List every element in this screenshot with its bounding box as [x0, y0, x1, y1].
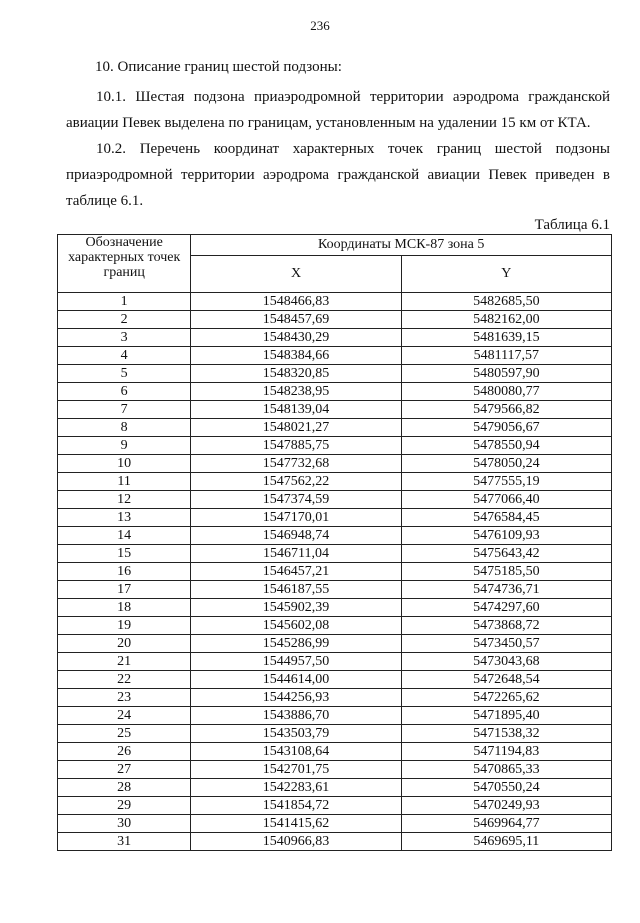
cell-x-coordinate: 1544957,50 — [191, 653, 401, 671]
cell-y-coordinate: 5481117,57 — [401, 347, 611, 365]
cell-y-coordinate: 5480080,77 — [401, 383, 611, 401]
cell-y-coordinate: 5478550,94 — [401, 437, 611, 455]
table-row — [58, 617, 612, 635]
cell-point-number: 17 — [58, 581, 191, 599]
cell-point-number: 21 — [58, 653, 191, 671]
table-row — [58, 581, 612, 599]
cell-y-coordinate: 5479056,67 — [401, 419, 611, 437]
cell-point-number: 12 — [58, 491, 191, 509]
cell-point-number: 1 — [58, 293, 191, 311]
cell-point-number: 23 — [58, 689, 191, 707]
paragraph-10-1: 10.1. Шестая подзона приаэродромной территории аэродрома гражданской авиации Певек выделена по границам, установленным на удалении 15 км от КТА. — [66, 89, 610, 131]
table-row — [58, 329, 612, 347]
table-row — [58, 725, 612, 743]
cell-y-coordinate: 5471538,32 — [401, 725, 611, 743]
cell-point-number: 22 — [58, 671, 191, 689]
cell-y-coordinate: 5481639,15 — [401, 329, 611, 347]
paragraph-10-2: 10.2. Перечень координат характерных точек границ шестой подзоны приаэродромной территории аэродрома гражданской авиации Певек приведен в таблице 6.1. — [66, 141, 610, 209]
cell-point-number: 25 — [58, 725, 191, 743]
cell-x-coordinate: 1548384,66 — [191, 347, 401, 365]
cell-x-coordinate: 1548466,83 — [191, 293, 401, 311]
table-row — [58, 365, 612, 383]
cell-x-coordinate: 1545902,39 — [191, 599, 401, 617]
cell-point-number: 29 — [58, 797, 191, 815]
cell-point-number: 30 — [58, 815, 191, 833]
cell-x-coordinate: 1542701,75 — [191, 761, 401, 779]
cell-x-coordinate: 1547170,01 — [191, 509, 401, 527]
cell-point-number: 6 — [58, 383, 191, 401]
cell-x-coordinate: 1547562,22 — [191, 473, 401, 491]
cell-point-number: 26 — [58, 743, 191, 761]
cell-x-coordinate: 1547732,68 — [191, 455, 401, 473]
table-row — [58, 653, 612, 671]
cell-point-number: 31 — [58, 833, 191, 851]
table-caption: Таблица 6.1 — [534, 217, 610, 233]
table-row — [58, 689, 612, 707]
table-row — [58, 599, 612, 617]
cell-point-number: 3 — [58, 329, 191, 347]
cell-y-coordinate: 5470249,93 — [401, 797, 611, 815]
section-heading: 10. Описание границ шестой подзоны: — [95, 59, 342, 75]
table-row — [58, 311, 612, 329]
cell-point-number: 27 — [58, 761, 191, 779]
page-number: 236 — [310, 18, 330, 33]
cell-y-coordinate: 5476584,45 — [401, 509, 611, 527]
cell-point-number: 14 — [58, 527, 191, 545]
cell-y-coordinate: 5478050,24 — [401, 455, 611, 473]
cell-y-coordinate: 5474297,60 — [401, 599, 611, 617]
cell-x-coordinate: 1546948,74 — [191, 527, 401, 545]
table-row — [58, 347, 612, 365]
cell-y-coordinate: 5473043,68 — [401, 653, 611, 671]
cell-y-coordinate: 5472648,54 — [401, 671, 611, 689]
table-row — [58, 419, 612, 437]
cell-x-coordinate: 1546457,21 — [191, 563, 401, 581]
cell-x-coordinate: 1543503,79 — [191, 725, 401, 743]
cell-y-coordinate: 5479566,82 — [401, 401, 611, 419]
table-row — [58, 545, 612, 563]
table-row — [58, 401, 612, 419]
cell-x-coordinate: 1547374,59 — [191, 491, 401, 509]
cell-x-coordinate: 1541415,62 — [191, 815, 401, 833]
cell-point-number: 15 — [58, 545, 191, 563]
cell-x-coordinate: 1548139,04 — [191, 401, 401, 419]
table-row — [58, 743, 612, 761]
table-row — [58, 707, 612, 725]
cell-point-number: 5 — [58, 365, 191, 383]
table-row — [58, 833, 612, 851]
cell-point-number: 4 — [58, 347, 191, 365]
cell-point-number: 2 — [58, 311, 191, 329]
cell-x-coordinate: 1544256,93 — [191, 689, 401, 707]
cell-x-coordinate: 1546711,04 — [191, 545, 401, 563]
cell-y-coordinate: 5475643,42 — [401, 545, 611, 563]
cell-y-coordinate: 5476109,93 — [401, 527, 611, 545]
cell-point-number: 18 — [58, 599, 191, 617]
cell-x-coordinate: 1544614,00 — [191, 671, 401, 689]
table-row — [58, 455, 612, 473]
cell-x-coordinate: 1545286,99 — [191, 635, 401, 653]
table-row — [58, 761, 612, 779]
cell-y-coordinate: 5469964,77 — [401, 815, 611, 833]
cell-point-number: 7 — [58, 401, 191, 419]
cell-y-coordinate: 5480597,90 — [401, 365, 611, 383]
table-row — [58, 491, 612, 509]
cell-y-coordinate: 5469695,11 — [401, 833, 611, 851]
cell-point-number: 24 — [58, 707, 191, 725]
cell-x-coordinate: 1548238,95 — [191, 383, 401, 401]
table-body — [58, 293, 612, 851]
cell-y-coordinate: 5472265,62 — [401, 689, 611, 707]
cell-x-coordinate: 1546187,55 — [191, 581, 401, 599]
cell-x-coordinate: 1548430,29 — [191, 329, 401, 347]
cell-y-coordinate: 5471895,40 — [401, 707, 611, 725]
cell-x-coordinate: 1542283,61 — [191, 779, 401, 797]
table-row — [58, 563, 612, 581]
table-row — [58, 797, 612, 815]
cell-point-number: 13 — [58, 509, 191, 527]
cell-x-coordinate: 1545602,08 — [191, 617, 401, 635]
coordinates-table — [57, 234, 612, 851]
cell-y-coordinate: 5477066,40 — [401, 491, 611, 509]
cell-y-coordinate: 5477555,19 — [401, 473, 611, 491]
table-row — [58, 437, 612, 455]
cell-y-coordinate: 5473450,57 — [401, 635, 611, 653]
table-row — [58, 779, 612, 797]
table-row — [58, 509, 612, 527]
column-header-coordinates: Координаты МСК-87 зона 5 — [191, 235, 612, 256]
table-row — [58, 473, 612, 491]
column-header-point: Обозначение характерных точек границ — [58, 235, 191, 293]
cell-point-number: 9 — [58, 437, 191, 455]
cell-x-coordinate: 1543886,70 — [191, 707, 401, 725]
cell-y-coordinate: 5482162,00 — [401, 311, 611, 329]
column-header-x: X — [191, 256, 401, 293]
cell-point-number: 11 — [58, 473, 191, 491]
table-row — [58, 527, 612, 545]
cell-y-coordinate: 5482685,50 — [401, 293, 611, 311]
table-row — [58, 383, 612, 401]
cell-y-coordinate: 5473868,72 — [401, 617, 611, 635]
cell-point-number: 16 — [58, 563, 191, 581]
cell-y-coordinate: 5475185,50 — [401, 563, 611, 581]
cell-x-coordinate: 1547885,75 — [191, 437, 401, 455]
cell-y-coordinate: 5474736,71 — [401, 581, 611, 599]
cell-x-coordinate: 1541854,72 — [191, 797, 401, 815]
table-row — [58, 815, 612, 833]
cell-point-number: 19 — [58, 617, 191, 635]
cell-x-coordinate: 1548320,85 — [191, 365, 401, 383]
cell-point-number: 10 — [58, 455, 191, 473]
cell-point-number: 8 — [58, 419, 191, 437]
cell-y-coordinate: 5470865,33 — [401, 761, 611, 779]
cell-x-coordinate: 1548457,69 — [191, 311, 401, 329]
table-row — [58, 293, 612, 311]
table-row — [58, 671, 612, 689]
table-row — [58, 635, 612, 653]
cell-x-coordinate: 1543108,64 — [191, 743, 401, 761]
cell-point-number: 28 — [58, 779, 191, 797]
cell-y-coordinate: 5471194,83 — [401, 743, 611, 761]
cell-point-number: 20 — [58, 635, 191, 653]
column-header-y: Y — [401, 256, 611, 293]
cell-x-coordinate: 1540966,83 — [191, 833, 401, 851]
cell-x-coordinate: 1548021,27 — [191, 419, 401, 437]
cell-y-coordinate: 5470550,24 — [401, 779, 611, 797]
